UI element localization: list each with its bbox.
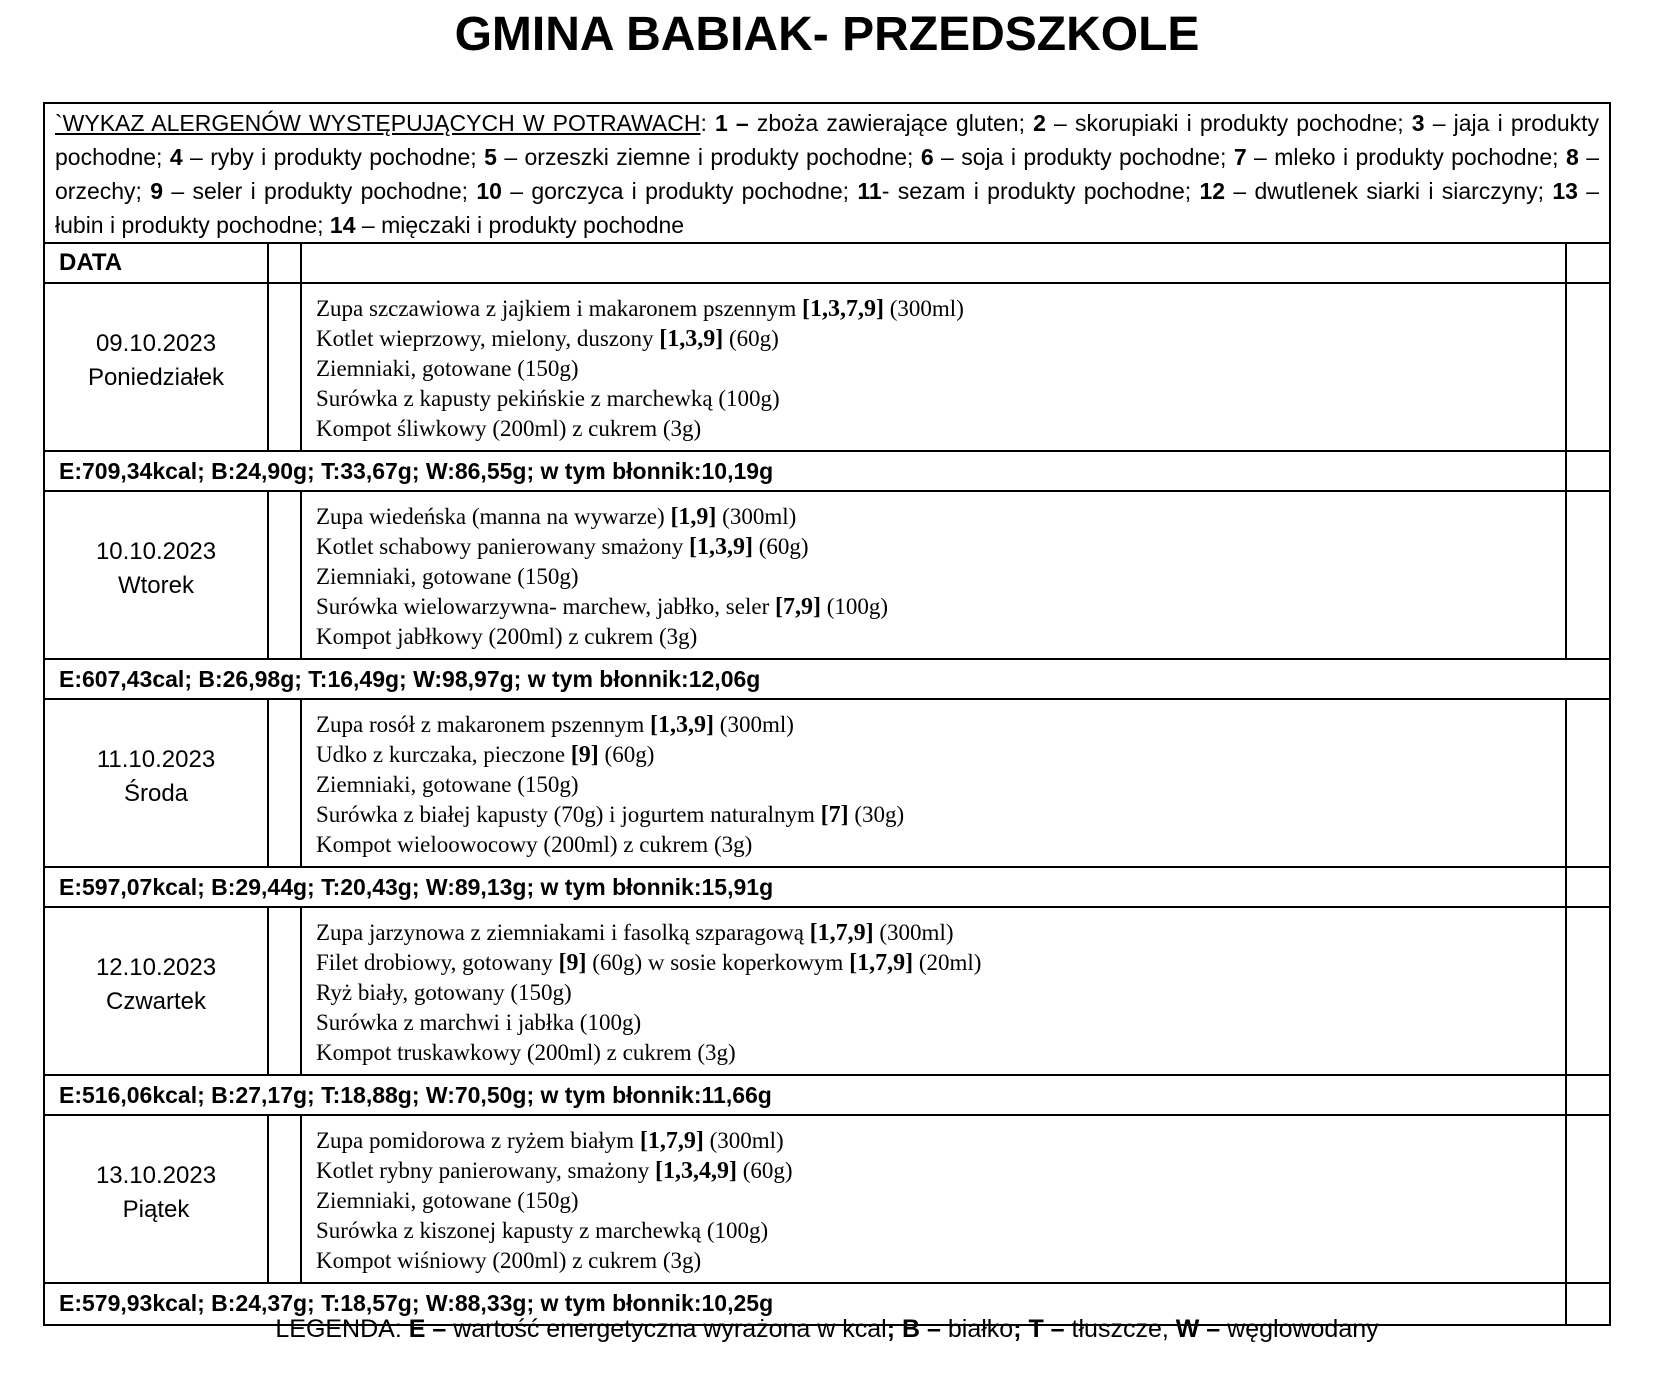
nutrition-summary: E:607,43cal; B:26,98g; T:16,49g; W:98,97g; w tym błonnik:12,06g (59, 666, 761, 692)
meal-name: Surówka z kapusty pekińskie z marchewką (100g) (316, 386, 780, 411)
day-date: 13.10.2023 (95, 1162, 217, 1189)
meal-line (316, 562, 1565, 592)
date-cell (45, 700, 269, 866)
meal-portion: (60g) (736, 1158, 793, 1183)
meal-portion: (300ml) (703, 1128, 784, 1153)
meal-name: Surówka z kiszonej kapusty z marchewką (100g) (316, 1218, 769, 1243)
allergen-number: 2 (1033, 110, 1046, 136)
allergen-number: 1 – (715, 110, 749, 136)
meal-name: Surówka wielowarzywna- marchew, jabłko, seler (316, 594, 775, 619)
legend-b-key: ; B – (886, 1315, 941, 1343)
allergen-number: 8 (1565, 144, 1579, 170)
meal-name: Zupa rosół z makaronem pszennym (316, 712, 651, 737)
allergen-number: 6 (920, 144, 934, 170)
menu-cell (302, 1116, 1567, 1282)
meal-allergens: [1,7,9] (639, 1128, 704, 1154)
meal-name: Kompot truskawkowy (200ml) z cukrem (3g) (316, 1040, 736, 1065)
meal-line (316, 1156, 1565, 1186)
allergen-text: – seler i produkty pochodne; (163, 178, 477, 204)
date-cell (45, 492, 269, 658)
meal-allergens: [1,3,9] (659, 326, 724, 352)
date-cell (45, 284, 269, 450)
allergen-text: – orzechy; (55, 144, 1599, 204)
meal-portion: (20ml) (913, 950, 982, 975)
meal-line (316, 1216, 1565, 1246)
meal-allergens: [9] (570, 742, 599, 768)
meal-allergens: [7,9] (774, 594, 821, 620)
allergen-number: 14 (329, 212, 356, 238)
day-weekday: Środa (123, 780, 189, 807)
day-date: 12.10.2023 (95, 954, 217, 981)
nutrition-summary: E:579,93kcal; B:24,37g; T:18,57g; W:88,33g; w tym błonnik:10,25g (45, 1284, 1567, 1324)
end-cell (1567, 868, 1609, 906)
allergen-text: – ryby i produkty pochodne; (182, 144, 485, 170)
date-cell (45, 908, 269, 1074)
meal-portion: (300ml) (716, 504, 797, 529)
meal-name: Kotlet wieprzowy, mielony, duszony (316, 326, 660, 351)
allergen-number: 4 (169, 144, 183, 170)
meal-name: Zupa pomidorowa z ryżem białym (316, 1128, 640, 1153)
meal-name: Ryż biały, gotowany (150g) (316, 980, 572, 1005)
gap-cell (269, 492, 302, 658)
legend-t-text: tłuszcze, (1064, 1315, 1176, 1343)
allergen-text: – soja i produkty pochodne; (933, 144, 1234, 170)
meal-portion: (300ml) (884, 296, 964, 321)
allergen-text: – gorczyca i produkty pochodne; (501, 178, 858, 204)
meal-portion: (100g) (820, 594, 889, 619)
nutrition-summary: E:516,06kcal; B:27,17g; T:18,88g; W:70,50g; w tym błonnik:11,66g (45, 1076, 1567, 1114)
gap-cell (269, 244, 302, 282)
day-date: 11.10.2023 (96, 746, 216, 773)
end-cell (1567, 908, 1609, 1074)
meal-allergens: [7] (820, 802, 849, 828)
day-date: 10.10.2023 (95, 538, 217, 565)
legend-w-key: W – (1175, 1315, 1221, 1343)
meal-allergens: [9] (558, 950, 587, 976)
menu-cell (302, 908, 1567, 1074)
meal-name: Kotlet rybny panierowany, smażony (316, 1158, 655, 1183)
allergen-text: zboża zawierające gluten; (748, 110, 1034, 136)
meal-portion: (30g) (848, 802, 905, 827)
meal-allergens: [1,7,9] (809, 920, 874, 946)
allergen-number: 5 (484, 144, 497, 170)
day-date: 09.10.2023 (95, 330, 217, 357)
meal-line (316, 800, 1565, 830)
day-weekday: Piątek (122, 1196, 190, 1223)
allergen-number: 11 (857, 178, 882, 204)
end-cell (1567, 492, 1609, 658)
meal-name: Zupa szczawiowa z jajkiem i makaronem pszennym (316, 296, 803, 321)
meal-name: Ziemniaki, gotowane (150g) (316, 1188, 579, 1213)
meal-name: Kompot wiśniowy (200ml) z cukrem (3g) (316, 1248, 702, 1273)
meal-allergens: [1,3,4,9] (654, 1158, 737, 1184)
summary-row (45, 1076, 1609, 1116)
summary-row (45, 868, 1609, 908)
menu-table (43, 102, 1611, 1326)
meal-line (316, 1246, 1565, 1276)
meal-name: Zupa wiedeńska (manna na wywarze) (316, 504, 671, 529)
allergen-heading: `WYKAZ ALERGENÓW WYSTĘPUJĄCYCH W POTRAWACH (55, 110, 701, 136)
meal-name: Kompot śliwkowy (200ml) z cukrem (3g) (316, 416, 702, 441)
date-column-header: DATA (45, 244, 269, 282)
meal-line (316, 978, 1565, 1008)
meal-allergens: [1,3,9] (689, 534, 753, 560)
meal-portion: (60g) (723, 326, 779, 351)
meal-name: Surówka z marchwi i jabłka (100g) (316, 1010, 642, 1035)
day-weekday: Wtorek (117, 572, 194, 599)
allergen-number: 12 (1199, 178, 1226, 204)
nutrition-summary: E:709,34kcal; B:24,90g; T:33,67g; W:86,55g; w tym błonnik:10,19g (45, 452, 1567, 490)
meal-name: Filet drobiowy, gotowany (316, 950, 559, 975)
legend-b-text: białko (940, 1315, 1014, 1343)
meal-name: Ziemniaki, gotowane (150g) (316, 356, 579, 381)
meal-line (316, 770, 1565, 800)
meal-portion: (60g) (753, 534, 809, 559)
meal-allergens: [1,3,7,9] (802, 296, 884, 322)
meal-line (316, 324, 1565, 354)
meal-line (316, 384, 1565, 414)
end-cell (1567, 452, 1609, 490)
day-weekday: Poniedziałek (87, 364, 225, 391)
page-title: GMINA BABIAK- PRZEDSZKOLE (454, 8, 1200, 61)
end-cell (1567, 700, 1609, 866)
meal-name: Ziemniaki, gotowane (150g) (316, 564, 579, 589)
end-cell (1567, 1076, 1609, 1114)
allergen-text: – jaja i produkty pochodne; (55, 110, 1600, 170)
allergen-colon: : (700, 110, 715, 136)
meal-line (316, 502, 1565, 532)
allergen-number: 13 (1552, 178, 1578, 204)
meal-line (316, 1186, 1565, 1216)
meal-line (316, 740, 1565, 770)
end-cell (1567, 1116, 1609, 1282)
meal-line (316, 592, 1565, 622)
legend-prefix: LEGENDA: (275, 1315, 409, 1343)
gap-cell (269, 700, 302, 866)
meal-line (316, 710, 1565, 740)
meal-line (316, 622, 1565, 652)
header-row (45, 244, 1609, 284)
meal-portion: (60g) (598, 742, 655, 767)
allergen-number: 9 (150, 178, 164, 204)
menu-column-header (302, 244, 1567, 282)
menu-cell (302, 700, 1567, 866)
days-container (45, 284, 1609, 1324)
meal-line (316, 1038, 1565, 1068)
meal-line (316, 918, 1565, 948)
day-weekday: Czwartek (105, 988, 207, 1015)
day-row (45, 284, 1609, 452)
end-cell (1567, 244, 1609, 282)
meal-allergens: [1,9] (670, 504, 717, 530)
meal-line (316, 948, 1565, 978)
allergen-number: 7 (1233, 144, 1247, 170)
meal-line (316, 354, 1565, 384)
meal-name: Kompot jabłkowy (200ml) z cukrem (3g) (316, 624, 698, 649)
allergen-text: – skorupiaki i produkty pochodne; (1045, 110, 1412, 136)
meal-line (316, 414, 1565, 444)
allergen-text: - sezam i produkty pochodne; (881, 178, 1200, 204)
day-row (45, 700, 1609, 868)
day-row (45, 908, 1609, 1076)
date-cell (45, 1116, 269, 1282)
allergen-text: – mleko i produkty pochodne; (1246, 144, 1566, 170)
meal-name: Kompot wieloowocowy (200ml) z cukrem (3g) (316, 832, 753, 857)
menu-cell (302, 284, 1567, 450)
meal-name: Kotlet schabowy panierowany smażony (316, 534, 690, 559)
summary-row (45, 452, 1609, 492)
gap-cell (269, 908, 302, 1074)
meal-name: Surówka z białej kapusty (70g) i jogurtem naturalnym (316, 802, 821, 827)
meal-portion: (60g) w sosie koperkowym (586, 950, 850, 975)
meal-line (316, 830, 1565, 860)
day-row (45, 1116, 1609, 1284)
meal-portion: (300ml) (714, 712, 794, 737)
allergen-text: – orzeszki ziemne i produkty pochodne; (496, 144, 921, 170)
meal-line (316, 294, 1565, 324)
meal-line (316, 1126, 1565, 1156)
gap-cell (269, 284, 302, 450)
nutrition-summary: E:597,07kcal; B:29,44g; T:20,43g; W:89,13g; w tym błonnik:15,91g (45, 868, 1567, 906)
meal-name: Udko z kurczaka, pieczone (316, 742, 571, 767)
legend-e-key: E – (408, 1315, 447, 1343)
allergen-text: – dwutlenek siarki i siarczyny; (1225, 178, 1553, 204)
meal-name: Zupa jarzynowa z ziemniakami i fasolką szparagową (316, 920, 810, 945)
allergen-text: – mięczaki i produkty pochodne (355, 212, 685, 238)
allergen-number: 10 (476, 178, 502, 204)
legend-e-text: wartość energetyczna wyrażona w kcal (446, 1315, 887, 1343)
legend-t-key: ; T – (1013, 1315, 1065, 1343)
end-cell (1567, 284, 1609, 450)
menu-cell (302, 492, 1567, 658)
allergen-number: 3 (1411, 110, 1425, 136)
meal-name: Ziemniaki, gotowane (150g) (316, 772, 579, 797)
meal-allergens: [1,7,9] (849, 950, 914, 976)
meal-portion: (300ml) (873, 920, 954, 945)
allergen-text: – łubin i produkty pochodne; (55, 178, 1600, 238)
meal-line (316, 532, 1565, 562)
legend-w-text: węglowodany (1220, 1315, 1379, 1343)
day-row (45, 492, 1609, 660)
meal-line (316, 1008, 1565, 1038)
legend (0, 1313, 1654, 1345)
summary-row (45, 660, 1609, 700)
meal-allergens: [1,3,9] (650, 712, 715, 738)
gap-cell (269, 1116, 302, 1282)
allergen-list (45, 104, 1609, 244)
